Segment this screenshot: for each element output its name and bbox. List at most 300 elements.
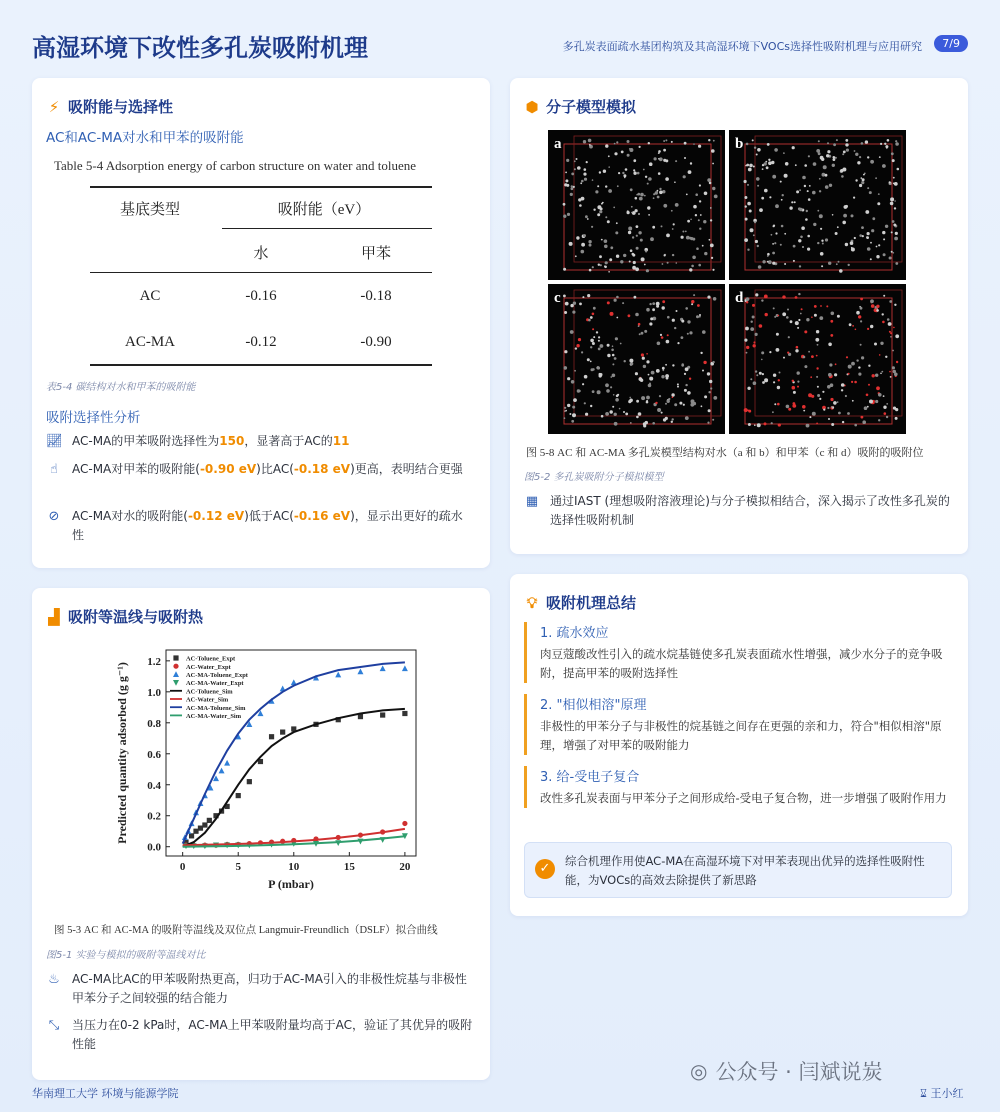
atom-dot	[645, 421, 648, 424]
atom-dot	[874, 343, 877, 346]
atom-dot	[677, 342, 679, 344]
energy-card	[32, 78, 490, 568]
atom-dot	[884, 143, 886, 145]
atom-dot	[895, 334, 899, 338]
atom-dot	[891, 251, 893, 253]
point-ac-toluene-expt	[402, 711, 407, 716]
atom-dot	[698, 264, 701, 267]
atom-dot	[648, 214, 650, 216]
atom-dot	[630, 362, 633, 365]
atom-dot	[597, 367, 600, 370]
atom-dot	[848, 365, 852, 369]
point-ac-ma-toluene-expt	[380, 665, 386, 671]
atom-dot	[746, 143, 749, 146]
atom-dot	[755, 333, 758, 336]
atom-dot	[831, 406, 833, 408]
atom-dot	[588, 319, 591, 322]
isotherm-chart	[86, 642, 426, 918]
atom-dot	[761, 299, 763, 301]
atom-dot	[860, 344, 862, 346]
atom-dot	[695, 193, 698, 196]
atom-dot	[814, 314, 817, 317]
atom-dot	[753, 344, 756, 347]
y-tick-label: 0.0	[147, 841, 161, 854]
atom-dot	[631, 212, 633, 214]
point-ac-toluene-expt	[280, 729, 285, 734]
atom-dot	[619, 408, 621, 410]
atom-dot	[615, 231, 618, 234]
atom-dot	[799, 265, 801, 267]
atom-dot	[808, 155, 810, 157]
y-tick-label: 0.2	[147, 810, 161, 823]
atom-dot	[685, 384, 687, 386]
atom-dot	[846, 356, 848, 358]
atom-dot	[672, 254, 674, 256]
atom-dot	[747, 202, 751, 206]
point-ac-toluene-expt	[198, 826, 203, 831]
atom-dot	[590, 346, 592, 348]
atom-dot	[604, 245, 608, 249]
model-figure-caption: 图 5-8 AC 和 AC-MA 多孔炭模型结构对水（a 和 b）和甲苯（c 和 d）吸附的吸附位	[526, 447, 924, 459]
atom-dot	[575, 255, 577, 257]
atom-dot	[790, 320, 793, 323]
atom-dot	[696, 315, 699, 318]
atom-dot	[638, 323, 641, 326]
atom-dot	[665, 417, 668, 420]
atom-dot	[890, 197, 894, 201]
atom-dot	[861, 226, 864, 229]
atom-dot	[636, 235, 638, 237]
atom-dot	[764, 422, 767, 425]
atom-dot	[752, 316, 755, 319]
atom-dot	[786, 405, 790, 409]
atom-dot	[671, 210, 673, 212]
atom-dot	[662, 306, 665, 309]
atom-dot	[612, 354, 615, 357]
atom-dot	[841, 175, 844, 178]
legend-label-ac-water-sim: AC-Water_Sim	[186, 696, 229, 704]
atom-dot	[649, 303, 651, 305]
atom-dot	[819, 214, 823, 218]
row-ac-water: -0.16	[245, 288, 277, 304]
atom-dot	[633, 169, 635, 171]
atom-dot	[685, 416, 689, 420]
atom-dot	[608, 166, 610, 168]
atom-dot	[861, 181, 864, 184]
atom-dot	[750, 228, 754, 232]
atom-dot	[830, 398, 833, 401]
atom-dot	[746, 164, 749, 167]
atom-dot	[781, 225, 784, 228]
atom-dot	[605, 383, 609, 387]
atom-dot	[879, 156, 881, 158]
atom-dot	[821, 240, 823, 242]
atom-dot	[797, 327, 799, 329]
model-card-title: ⬢ 分子模型模拟	[525, 97, 637, 116]
atom-dot	[750, 378, 752, 380]
atom-dot	[774, 148, 778, 152]
atom-dot	[775, 232, 777, 234]
point-ac-toluene-expt	[380, 712, 385, 717]
atom-dot	[828, 373, 832, 377]
table-icon: ▦	[525, 494, 539, 509]
atom-dot	[845, 205, 848, 208]
table-header-rule	[90, 272, 432, 273]
atom-dot	[582, 296, 584, 298]
atom-dot	[574, 370, 576, 372]
atom-dot	[767, 143, 770, 146]
atom-dot	[634, 296, 637, 299]
atom-dot	[787, 309, 789, 311]
atom-dot	[765, 313, 768, 316]
pressure-bullet: ⤡ 当压力在0-2 kPa时，AC-MA上甲苯吸附量均高于AC，验证了其优异的吸附性能	[46, 1016, 474, 1054]
atom-dot	[890, 202, 894, 206]
atom-dot	[633, 172, 636, 175]
atom-dot	[614, 299, 617, 302]
legend-marker-ac-ma-toluene-expt	[173, 671, 179, 677]
atom-dot	[832, 214, 834, 216]
point-ac-water-expt	[402, 821, 407, 826]
atom-dot	[667, 400, 670, 403]
atom-dot	[668, 398, 670, 400]
model-panel-bg	[548, 130, 725, 280]
atom-dot	[863, 174, 865, 176]
compress-icon: ⤡	[48, 1018, 60, 1033]
line-chart-icon: 📈︎	[46, 434, 63, 449]
atom-dot	[746, 346, 749, 349]
atom-dot	[830, 320, 833, 323]
atom-dot	[871, 304, 875, 308]
atom-dot	[613, 207, 615, 209]
atom-dot	[761, 351, 764, 354]
atom-dot	[867, 328, 869, 330]
atom-dot	[858, 366, 860, 368]
atom-dot	[745, 205, 747, 207]
atom-dot	[648, 374, 650, 376]
atom-dot	[636, 247, 639, 250]
atom-dot	[595, 190, 598, 193]
atom-dot	[893, 252, 895, 254]
atom-dot	[845, 395, 847, 397]
atom-dot	[893, 327, 895, 329]
atom-dot	[883, 295, 885, 297]
atom-dot	[804, 365, 807, 368]
atom-dot	[599, 255, 602, 258]
model-card	[510, 78, 968, 554]
atom-dot	[757, 423, 761, 427]
atom-dot	[894, 237, 898, 241]
atom-dot	[606, 389, 610, 393]
atom-dot	[816, 367, 818, 369]
atom-dot	[712, 361, 714, 363]
atom-dot	[896, 361, 898, 363]
atom-dot	[667, 316, 670, 319]
atom-dot	[610, 246, 613, 249]
atom-dot	[636, 400, 639, 403]
atom-dot	[854, 150, 856, 152]
atom-dot	[616, 317, 618, 319]
atom-dot	[837, 226, 839, 228]
atom-dot	[659, 395, 661, 397]
atom-dot	[693, 143, 695, 145]
atom-dot	[667, 262, 669, 264]
table-bottom-rule	[90, 364, 432, 366]
atom-dot	[777, 315, 779, 317]
atom-dot	[828, 343, 832, 347]
atom-dot	[699, 184, 701, 186]
mechanism-heading: 1. 疏水效应	[540, 626, 609, 641]
atom-dot	[817, 394, 820, 397]
atom-dot	[672, 228, 674, 230]
atom-dot	[589, 244, 592, 247]
atom-dot	[830, 383, 834, 387]
atom-dot	[665, 139, 667, 141]
atom-dot	[673, 223, 675, 225]
atom-dot	[639, 146, 641, 148]
atom-dot	[895, 142, 899, 146]
atom-dot	[586, 161, 588, 163]
atom-dot	[838, 261, 840, 263]
atom-dot	[788, 336, 790, 338]
atom-dot	[757, 245, 759, 247]
atom-dot	[674, 403, 677, 406]
x-axis-label: P (mbar)	[268, 877, 314, 891]
atom-dot	[638, 412, 642, 416]
legend-label-ac-ma-water-expt: AC-MA-Water_Expt	[186, 680, 244, 688]
page-title: 高湿环境下改性多孔炭吸附机理	[32, 34, 368, 62]
atom-dot	[564, 183, 567, 186]
atom-dot	[885, 356, 887, 358]
atom-dot	[684, 373, 686, 375]
atom-dot	[893, 183, 895, 185]
atom-dot	[887, 318, 890, 321]
atom-dot	[639, 197, 643, 201]
atom-dot	[884, 412, 887, 415]
atom-dot	[837, 315, 840, 318]
atom-dot	[704, 192, 708, 196]
atom-dot	[597, 205, 601, 209]
atom-dot	[640, 379, 643, 382]
atom-dot	[627, 210, 629, 212]
atom-dot	[584, 402, 586, 404]
atom-dot	[841, 383, 845, 387]
model-panel-label: b	[735, 136, 744, 152]
atom-dot	[658, 172, 661, 175]
atom-dot	[759, 372, 762, 375]
atom-dot	[784, 263, 786, 265]
atom-dot	[646, 401, 649, 404]
atom-dot	[622, 172, 624, 174]
atom-dot	[629, 261, 631, 263]
atom-dot	[889, 331, 891, 333]
atom-dot	[876, 309, 879, 312]
atom-dot	[655, 402, 657, 404]
point-ac-toluene-expt	[269, 734, 274, 739]
atom-dot	[825, 185, 829, 189]
atom-dot	[638, 231, 641, 234]
atom-dot	[747, 184, 749, 186]
atom-dot	[643, 169, 645, 171]
atom-dot	[635, 197, 638, 200]
mechanism-card-title: 💡︎ 吸附机理总结	[524, 592, 636, 613]
atom-dot	[842, 221, 846, 225]
hand-icon: ☝	[50, 462, 58, 477]
atom-dot	[712, 163, 714, 165]
atom-dot	[811, 316, 813, 318]
atom-dot	[892, 220, 895, 223]
atom-dot	[893, 224, 896, 227]
atom-dot	[891, 231, 893, 233]
atom-dot	[654, 157, 657, 160]
atom-dot	[623, 254, 626, 257]
atom-dot	[826, 154, 829, 157]
atom-dot	[646, 269, 649, 272]
atom-dot	[652, 302, 655, 305]
atom-dot	[794, 201, 796, 203]
x-tick-label: 15	[343, 861, 355, 873]
atom-dot	[702, 330, 706, 334]
atom-dot	[797, 381, 799, 383]
atom-dot	[582, 383, 584, 385]
atom-dot	[795, 164, 797, 166]
atom-dot	[764, 162, 767, 165]
atom-dot	[708, 139, 710, 141]
atom-dot	[640, 239, 643, 242]
atom-dot	[841, 389, 843, 391]
atom-dot	[882, 164, 886, 168]
atom-dot	[766, 166, 769, 169]
atom-dot	[842, 421, 844, 423]
atom-dot	[613, 394, 615, 396]
atom-dot	[611, 349, 614, 352]
atom-dot	[854, 237, 856, 239]
atom-dot	[816, 355, 818, 357]
atom-dot	[771, 234, 773, 236]
atom-dot	[604, 239, 608, 243]
atom-dot	[819, 316, 823, 320]
atom-dot	[589, 269, 592, 272]
atom-dot	[804, 185, 806, 187]
atom-dot	[813, 162, 817, 166]
atom-dot	[571, 185, 573, 187]
mechanism-body: 肉豆蔻酸改性引入的疏水烷基链使多孔炭表面疏水性增强，减少水分子的竞争吸附，提高甲苯的吸附选择性	[540, 647, 943, 680]
atom-dot	[565, 302, 569, 306]
atom-dot	[600, 264, 602, 266]
atom-dot	[753, 166, 755, 168]
atom-dot	[614, 143, 616, 145]
atom-dot	[697, 304, 700, 307]
atom-dot	[580, 182, 582, 184]
atom-dot	[699, 200, 701, 202]
atom-dot	[822, 243, 824, 245]
footer-author: ⌛︎ 王小红	[920, 1087, 964, 1100]
page-number-badge: 7/9	[934, 35, 968, 52]
atom-dot	[664, 254, 666, 256]
atom-dot	[623, 174, 626, 177]
atom-dot	[605, 412, 609, 416]
atom-dot	[687, 333, 689, 335]
lightbulb-icon: 💡︎	[526, 593, 538, 612]
atom-dot	[691, 265, 694, 268]
atom-dot	[657, 196, 660, 199]
atom-dot	[756, 177, 760, 181]
atom-dot	[657, 342, 661, 346]
atom-dot	[615, 337, 618, 340]
atom-dot	[878, 193, 880, 195]
isotherm-card-title: ▟ 吸附等温线与吸附热	[46, 606, 203, 627]
atom-dot	[581, 250, 585, 254]
atom-dot	[681, 336, 684, 339]
atom-dot	[804, 164, 807, 167]
atom-dot	[812, 412, 816, 416]
atom-dot	[570, 193, 573, 196]
atom-dot	[838, 412, 841, 415]
header-substrate: 基底类型	[119, 202, 180, 218]
atom-dot	[886, 403, 888, 405]
atom-dot	[748, 423, 751, 426]
atom-dot	[695, 214, 697, 216]
atom-dot	[893, 177, 895, 179]
atom-dot	[771, 422, 773, 424]
atom-dot	[867, 406, 869, 408]
atom-dot	[614, 413, 617, 416]
atom-dot	[576, 158, 578, 160]
atom-dot	[752, 139, 754, 141]
atom-dot	[605, 185, 607, 187]
atom-dot	[608, 189, 612, 193]
wechat-icon: ◎	[690, 1059, 708, 1083]
isotherm-figure-caption: 图 5-3 AC 和 AC-MA 的吸附等温线及双位点 Langmuir-Freundlich（DSLF）拟合曲线	[54, 925, 438, 936]
atom-dot	[862, 420, 866, 424]
atom-dot	[767, 261, 769, 263]
atom-dot	[783, 357, 785, 359]
atom-dot	[806, 318, 809, 321]
atom-dot	[610, 312, 614, 316]
atom-dot	[571, 380, 575, 384]
atom-dot	[861, 142, 864, 145]
model-panel	[729, 284, 906, 434]
atom-dot	[681, 320, 684, 323]
atom-dot	[816, 149, 820, 153]
atom-dot	[605, 216, 607, 218]
atom-dot	[563, 215, 566, 218]
atom-dot	[693, 205, 697, 209]
atom-dot	[672, 319, 675, 322]
header-energy: 吸附能（eV）	[277, 202, 371, 218]
atom-dot	[708, 391, 710, 393]
atom-dot	[572, 311, 575, 314]
atom-dot	[862, 178, 865, 181]
atom-dot	[846, 149, 849, 152]
atom-dot	[573, 302, 576, 305]
atom-dot	[666, 340, 670, 344]
atom-dot	[870, 299, 874, 303]
atom-dot	[848, 264, 850, 266]
atom-dot	[854, 381, 857, 384]
atom-dot	[585, 413, 588, 416]
atom-dot	[656, 302, 660, 306]
atom-dot	[699, 314, 701, 316]
atom-dot	[853, 197, 855, 199]
atom-dot	[747, 249, 749, 251]
atom-dot	[667, 334, 669, 336]
atom-dot	[753, 234, 755, 236]
atom-dot	[587, 294, 590, 297]
atom-dot	[563, 295, 566, 298]
atom-dot	[629, 148, 631, 150]
atom-dot	[685, 307, 688, 310]
atom-dot	[772, 252, 775, 255]
